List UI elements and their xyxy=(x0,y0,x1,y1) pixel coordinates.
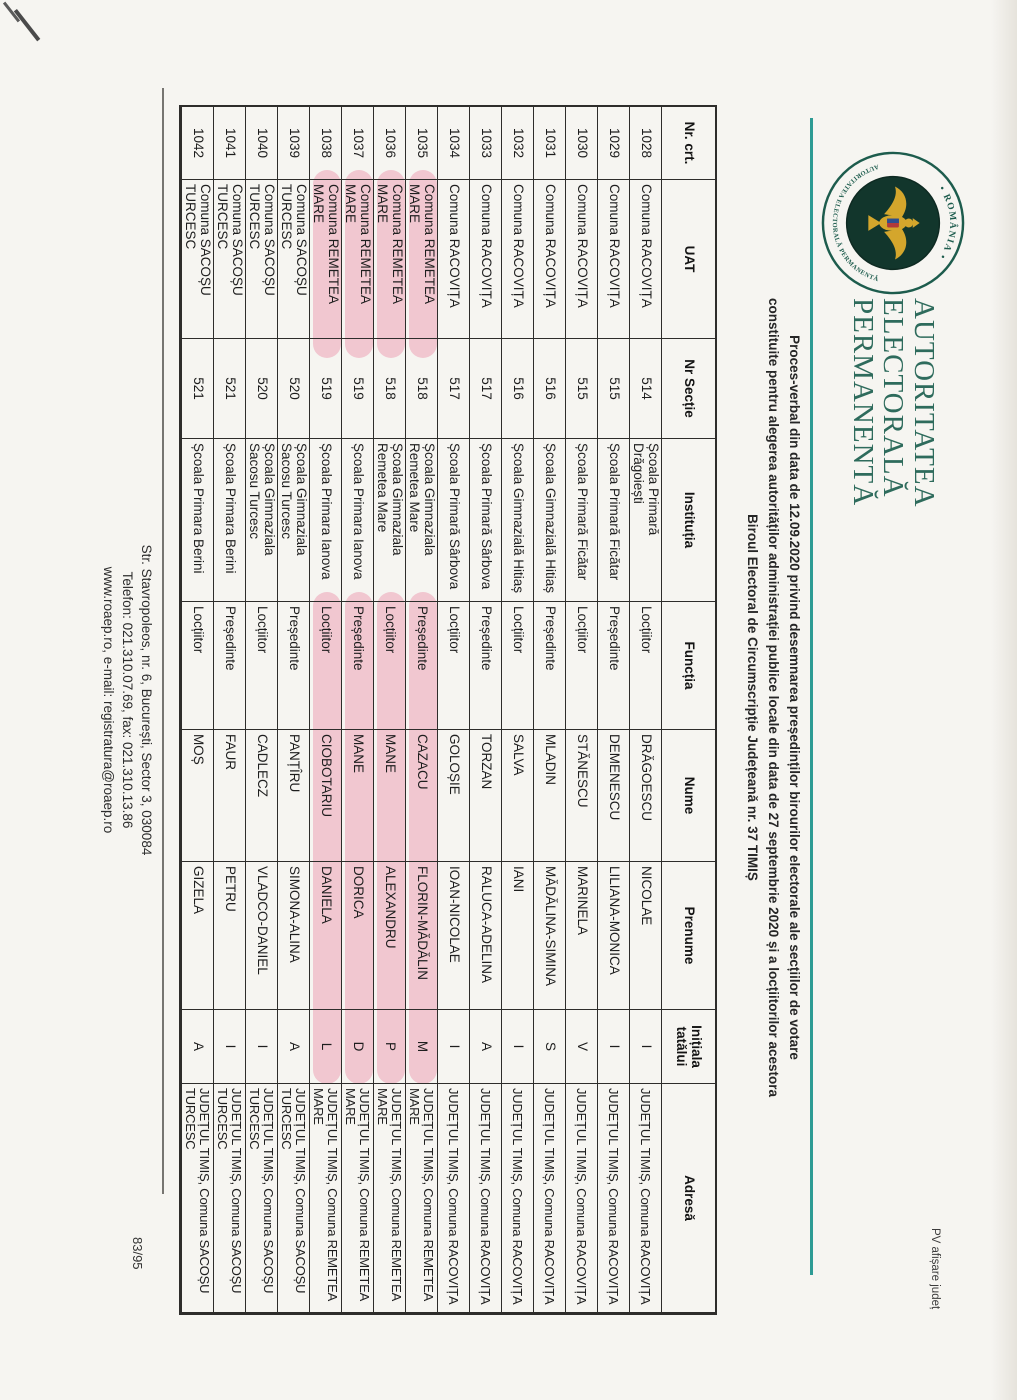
column-header: UAT xyxy=(661,180,715,339)
table-cell-initiala: V xyxy=(565,1010,597,1084)
footer-phone: Telefon: 021.310.07.69, fax: 021.310.13.86 xyxy=(120,571,135,829)
table-cell-prenume: MARINELA xyxy=(565,862,597,1010)
table-cell-nume: DEMENESCU xyxy=(597,730,629,862)
table-cell-uat: Comuna REMETEA MARE xyxy=(373,180,405,339)
table-cell-sectie: 521 xyxy=(181,339,213,439)
table-cell-functie: Președinte xyxy=(533,602,565,730)
column-header: Funcția xyxy=(661,602,715,730)
table-cell-nume: MOȘ xyxy=(181,730,213,862)
table-cell-prenume: MĂDĂLINA-SIMINA xyxy=(533,862,565,1010)
table-cell-initiala: I xyxy=(437,1010,469,1084)
table-cell-institutie: Școala Primară Drăgoiești xyxy=(629,439,661,602)
table-cell-nume: MLADIN xyxy=(533,730,565,862)
table-cell-initiala: P xyxy=(373,1010,405,1084)
table-cell-nr: 1031 xyxy=(533,107,565,180)
table-cell-initiala: I xyxy=(629,1010,661,1084)
column-header: Inițiala tatălui xyxy=(661,1010,715,1084)
table-cell-nume: TORZAN xyxy=(469,730,501,862)
table-cell-institutie: Școala Gimnaziala Remetea Mare xyxy=(373,439,405,602)
table-cell-nume: DRĂGOESCU xyxy=(629,730,661,862)
table-cell-prenume: IANI xyxy=(501,862,533,1010)
table-cell-nume: STĂNESCU xyxy=(565,730,597,862)
table-cell-sectie: 517 xyxy=(437,339,469,439)
table-cell-prenume: VLADCO-DANIEL xyxy=(245,862,277,1010)
table-cell-initiala: M xyxy=(405,1010,437,1084)
column-header: Nume xyxy=(661,730,715,862)
table-cell-functie: Locțiitor xyxy=(373,602,405,730)
table-cell-nr: 1041 xyxy=(213,107,245,180)
table-cell-sectie: 520 xyxy=(277,339,309,439)
table-cell-nr: 1034 xyxy=(437,107,469,180)
table-cell-sectie: 515 xyxy=(597,339,629,439)
table-cell-prenume: PETRU xyxy=(213,862,245,1010)
table-cell-uat: Comuna SACOȘU TURCESC xyxy=(213,180,245,339)
brand-line-3: PERMANENTĂ xyxy=(847,298,879,507)
table-cell-adresa: JUDEȚUL TIMIȘ, Comuna RACOVIȚA xyxy=(565,1084,597,1313)
table-cell-prenume: FLORIN-MĂDĂLIN xyxy=(405,862,437,1010)
table-cell-uat: Comuna RACOVIȚA xyxy=(501,180,533,339)
table-cell-nr: 1038 xyxy=(309,107,341,180)
table-cell-prenume: RALUCA-ADELINA xyxy=(469,862,501,1010)
table-cell-functie: Președinte xyxy=(277,602,309,730)
table-cell-sectie: 519 xyxy=(309,339,341,439)
table-cell-initiala: D xyxy=(341,1010,373,1084)
table-cell-prenume: SIMONA-ALINA xyxy=(277,862,309,1010)
table-cell-sectie: 517 xyxy=(469,339,501,439)
table-cell-initiala: L xyxy=(309,1010,341,1084)
table-cell-institutie: Școala Gimnaziala Sacosu Turcesc xyxy=(277,439,309,602)
table-cell-adresa: JUDEȚUL TIMIȘ, Comuna RACOVIȚA xyxy=(501,1084,533,1313)
table-cell-prenume: GIZELA xyxy=(181,862,213,1010)
table-cell-initiala: I xyxy=(501,1010,533,1084)
table-cell-prenume: ALEXANDRU xyxy=(373,862,405,1010)
table-cell-sectie: 516 xyxy=(501,339,533,439)
table-cell-adresa: JUDEȚUL TIMIȘ, Comuna REMETEA MARE xyxy=(309,1084,341,1313)
table-cell-functie: Președinte xyxy=(405,602,437,730)
table-cell-adresa: JUDEȚUL TIMIȘ, Comuna SACOȘU TURCESC xyxy=(181,1084,213,1313)
title-line-1: Proces-verbal din data de 12.09.2020 privind desemnarea președinților birourilor electorale ale secțiilor de votare xyxy=(787,335,802,1060)
table-cell-prenume: IOAN-NICOLAE xyxy=(437,862,469,1010)
table-cell-nume: CIOBOTARIU xyxy=(309,730,341,862)
table-cell-sectie: 521 xyxy=(213,339,245,439)
footer-address: Str. Stavropoleos, nr. 6, București, Sector 3, 030084 xyxy=(139,544,154,856)
table-cell-adresa: JUDEȚUL TIMIȘ, Comuna SACOȘU TURCESC xyxy=(245,1084,277,1313)
page-number: 83/95 xyxy=(130,1237,145,1270)
table-cell-adresa: JUDEȚUL TIMIȘ, Comuna RACOVIȚA xyxy=(437,1084,469,1313)
table-cell-nr: 1036 xyxy=(373,107,405,180)
table-cell-nume: CADLECZ xyxy=(245,730,277,862)
table-cell-functie: Președinte xyxy=(341,602,373,730)
table-cell-nr: 1037 xyxy=(341,107,373,180)
table-cell-nume: MANE xyxy=(341,730,373,862)
column-header: Instituția xyxy=(661,439,715,602)
table-cell-nume: PANȚÎRU xyxy=(277,730,309,862)
table-cell-sectie: 519 xyxy=(341,339,373,439)
footer-web-email: www.roaep.ro, e-mail: registratura@roaep.ro xyxy=(101,566,116,834)
table-cell-prenume: LILIANA-MONICA xyxy=(597,862,629,1010)
table-cell-uat: Comuna SACOȘU TURCESC xyxy=(277,180,309,339)
table-cell-institutie: Școala Gimnaziala Remetea Mare xyxy=(405,439,437,602)
table-cell-adresa: JUDEȚUL TIMIȘ, Comuna SACOȘU TURCESC xyxy=(213,1084,245,1313)
table-cell-functie: Locțiitor xyxy=(501,602,533,730)
seal-top-text: • ROMÂNIA • xyxy=(936,184,958,262)
table-cell-nume: GOLOȘIE xyxy=(437,730,469,862)
table-cell-institutie: Școala Primară Ficătar xyxy=(597,439,629,602)
table-cell-adresa: JUDEȚUL TIMIȘ, Comuna REMETEA MARE xyxy=(373,1084,405,1313)
table-cell-uat: Comuna SACOȘU TURCESC xyxy=(181,180,213,339)
officials-table xyxy=(179,105,717,1315)
table-cell-nume: FAUR xyxy=(213,730,245,862)
table-cell-institutie: Școala Primara Ianova xyxy=(309,439,341,602)
table-cell-nume: SALVA xyxy=(501,730,533,862)
table-cell-adresa: JUDEȚUL TIMIȘ, Comuna RACOVIȚA xyxy=(629,1084,661,1313)
table-cell-uat: Comuna REMETEA MARE xyxy=(309,180,341,339)
table-cell-uat: Comuna RACOVIȚA xyxy=(469,180,501,339)
table-cell-institutie: Școala Primară Ficătar xyxy=(565,439,597,602)
table-cell-functie: Locțiitor xyxy=(245,602,277,730)
table-cell-institutie: Școala Primară Sârbova xyxy=(469,439,501,602)
table-cell-initiala: I xyxy=(597,1010,629,1084)
table-cell-functie: Președinte xyxy=(597,602,629,730)
table-cell-prenume: NICOLAE xyxy=(629,862,661,1010)
table-cell-initiala: I xyxy=(213,1010,245,1084)
column-header: Nr Secție xyxy=(661,339,715,439)
table-cell-adresa: JUDEȚUL TIMIȘ, Comuna REMETEA MARE xyxy=(341,1084,373,1313)
table-cell-functie: Locțiitor xyxy=(181,602,213,730)
table-cell-nr: 1033 xyxy=(469,107,501,180)
table-cell-prenume: DORICA xyxy=(341,862,373,1010)
table-cell-functie: Președinte xyxy=(469,602,501,730)
table-cell-nr: 1029 xyxy=(597,107,629,180)
table-cell-nr: 1035 xyxy=(405,107,437,180)
title-line-2: constituite pentru alegerea autorităților administrației publice locale din data de 27 septembrie 2020 și a locțiitorilor acestora xyxy=(766,298,781,1097)
table-cell-adresa: JUDEȚUL TIMIȘ, Comuna REMETEA MARE xyxy=(405,1084,437,1313)
table-cell-institutie: Școala Gimnazială Hitiaș xyxy=(533,439,565,602)
table-cell-nr: 1028 xyxy=(629,107,661,180)
table-cell-functie: Locțiitor xyxy=(309,602,341,730)
table-cell-uat: Comuna RACOVIȚA xyxy=(565,180,597,339)
table-cell-adresa: JUDEȚUL TIMIȘ, Comuna RACOVIȚA xyxy=(597,1084,629,1313)
table-cell-functie: Locțiitor xyxy=(437,602,469,730)
table-cell-functie: Președinte xyxy=(213,602,245,730)
table-cell-nr: 1042 xyxy=(181,107,213,180)
table-cell-institutie: Școala Gimnaziala Sacosu Turcesc xyxy=(245,439,277,602)
table-cell-uat: Comuna REMETEA MARE xyxy=(405,180,437,339)
table-cell-initiala: A xyxy=(277,1010,309,1084)
table-cell-sectie: 518 xyxy=(405,339,437,439)
brand-line-1: AUTORITATEA xyxy=(908,298,940,508)
table-cell-uat: Comuna RACOVIȚA xyxy=(533,180,565,339)
table-cell-institutie: Școala Primara Berini xyxy=(181,439,213,602)
table-cell-nr: 1030 xyxy=(565,107,597,180)
table-cell-sectie: 518 xyxy=(373,339,405,439)
table-cell-nr: 1032 xyxy=(501,107,533,180)
table-cell-prenume: DANIELA xyxy=(309,862,341,1010)
table-cell-functie: Locțiitor xyxy=(565,602,597,730)
table-cell-institutie: Școala Primara Ianova xyxy=(341,439,373,602)
table-cell-adresa: JUDEȚUL TIMIȘ, Comuna SACOȘU TURCESC xyxy=(277,1084,309,1313)
table-cell-initiala: A xyxy=(181,1010,213,1084)
table-cell-nr: 1040 xyxy=(245,107,277,180)
column-header: Adresă xyxy=(661,1084,715,1313)
table-cell-sectie: 514 xyxy=(629,339,661,439)
table-cell-nume: MANE xyxy=(373,730,405,862)
table-cell-initiala: I xyxy=(245,1010,277,1084)
table-cell-uat: Comuna RACOVIȚA xyxy=(597,180,629,339)
table-cell-adresa: JUDEȚUL TIMIȘ, Comuna RACOVIȚA xyxy=(533,1084,565,1313)
title-line-3: Biroul Electoral de Circumscripție Județeană nr. 37 TIMIȘ xyxy=(745,514,760,881)
table-cell-adresa: JUDEȚUL TIMIȘ, Comuna RACOVIȚA xyxy=(469,1084,501,1313)
corner-note: PV afișare județ xyxy=(929,1228,941,1310)
table-cell-institutie: Școala Primara Berini xyxy=(213,439,245,602)
table-cell-nume: CAZACU xyxy=(405,730,437,862)
table-cell-institutie: Școala Gimnazială Hitiaș xyxy=(501,439,533,602)
table-cell-sectie: 515 xyxy=(565,339,597,439)
table-cell-nr: 1039 xyxy=(277,107,309,180)
table-cell-functie: Locțiitor xyxy=(629,602,661,730)
brand-line-2: ELECTORALĂ xyxy=(877,298,910,498)
column-header: Prenume xyxy=(661,862,715,1010)
table-cell-uat: Comuna RACOVIȚA xyxy=(437,180,469,339)
table-cell-initiala: S xyxy=(533,1010,565,1084)
table-cell-uat: Comuna RACOVIȚA xyxy=(629,180,661,339)
table-cell-sectie: 516 xyxy=(533,339,565,439)
table-cell-uat: Comuna SACOȘU TURCESC xyxy=(245,180,277,339)
table-cell-sectie: 520 xyxy=(245,339,277,439)
table-cell-institutie: Școala Primară Sârbova xyxy=(437,439,469,602)
table-cell-uat: Comuna REMETEA MARE xyxy=(341,180,373,339)
table-cell-initiala: A xyxy=(469,1010,501,1084)
seal-bottom-text: AUTORITATEA ELECTORALĂ PERMANENTĂ xyxy=(830,162,880,284)
column-header: Nr. crt. xyxy=(661,107,715,180)
